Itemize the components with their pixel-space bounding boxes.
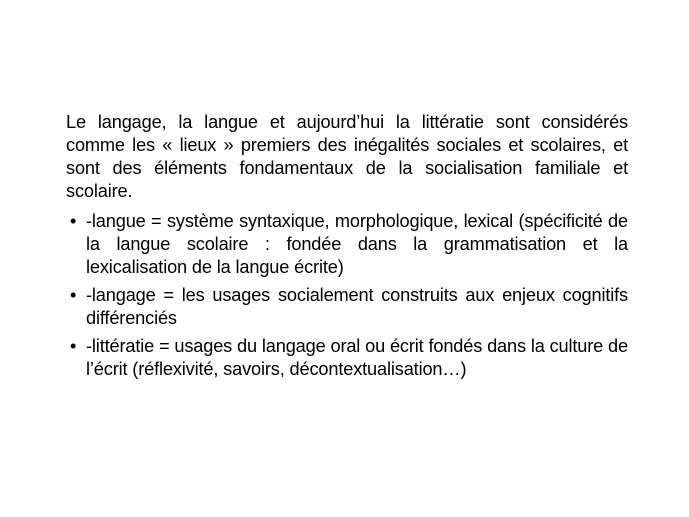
bullet-dot-icon: •	[70, 336, 77, 356]
slide-content	[66, 111, 628, 386]
bullet-dot-icon: •	[70, 211, 77, 231]
bullet-text: -langue = système syntaxique, morphologique, lexical (spécificité de la langue scolaire : fondée dans la grammatisation et la lexicalisation de la langue écrite)	[86, 211, 628, 277]
intro-paragraph: Le langage, la langue et aujourd’hui la littératie sont considérés comme les « lieux » premiers des inégalités sociales et scolaires, et sont des éléments fondamentaux de la socialisation familiale et scolaire.	[66, 112, 628, 201]
bullet-dot-icon: •	[70, 285, 77, 305]
bullet-item-langage	[66, 284, 628, 330]
bullet-list	[66, 210, 628, 381]
bullet-item-litteratie	[66, 335, 628, 381]
bullet-text: -langage = les usages socialement construits aux enjeux cognitifs différenciés	[86, 285, 628, 328]
bullet-item-langue	[66, 210, 628, 279]
bullet-text: -littératie = usages du langage oral ou écrit fondés dans la culture de l’écrit (réflexivité, savoirs, décontextualisation…)	[86, 336, 628, 379]
